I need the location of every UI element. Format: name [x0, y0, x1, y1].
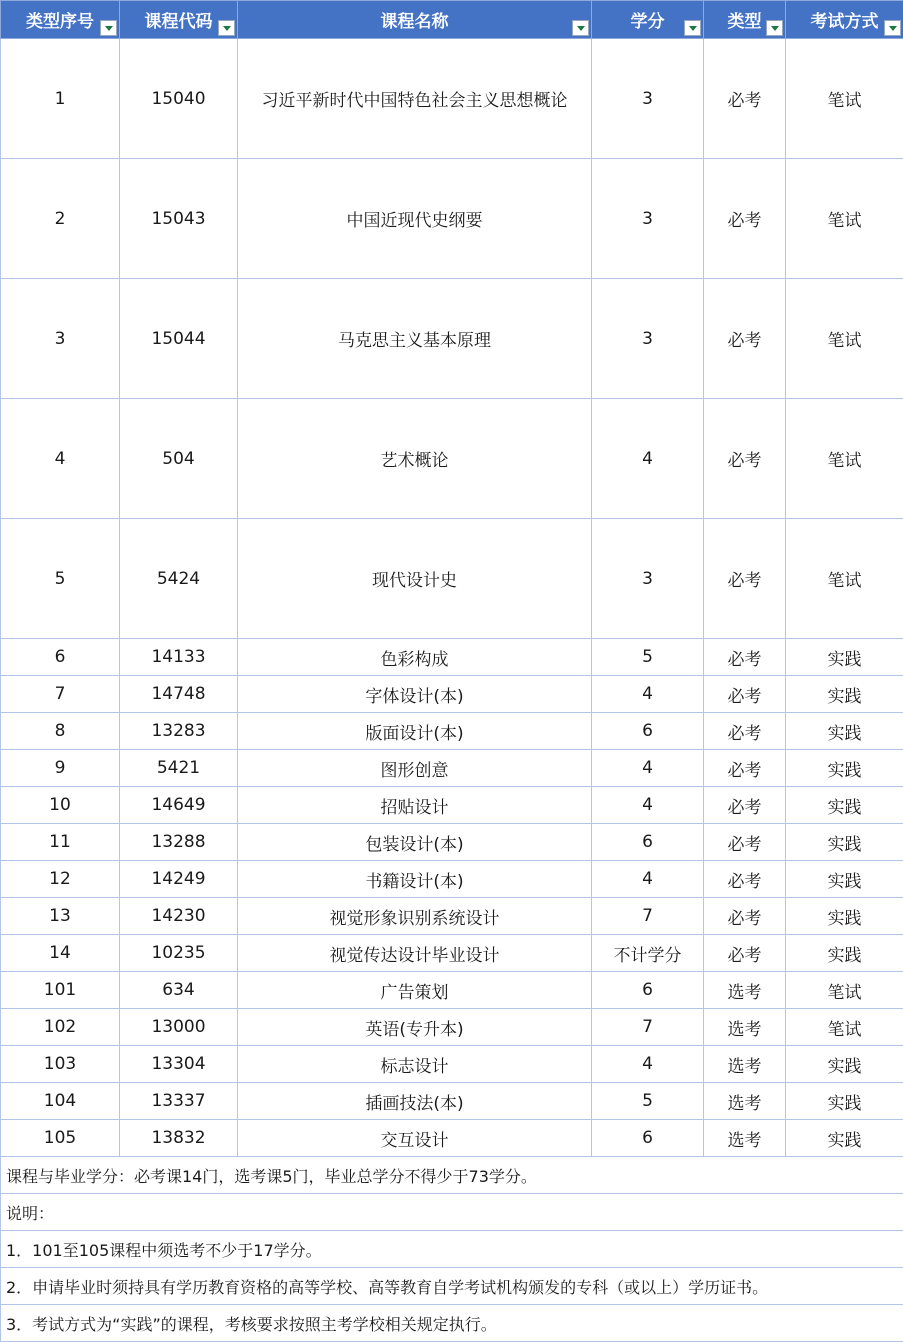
cell-course-code[interactable]: 14748 [120, 676, 238, 713]
header-exam-method[interactable] [786, 1, 903, 39]
cell-type[interactable]: 必考 [704, 787, 786, 824]
cell-course-code[interactable]: 14133 [120, 639, 238, 676]
cell-type[interactable]: 必考 [704, 824, 786, 861]
cell-exam-method[interactable]: 实践 [786, 787, 903, 824]
note-text[interactable]: 1．101至105课程中须选考不少于17学分。 [1, 1231, 903, 1268]
table-row [1, 519, 903, 639]
cell-course-name[interactable]: 习近平新时代中国特色社会主义思想概论 [238, 39, 592, 159]
header-label: 学分 [631, 7, 665, 32]
cell-course-code[interactable]: 14230 [120, 898, 238, 935]
cell-type[interactable]: 必考 [704, 676, 786, 713]
cell-course-code[interactable]: 13304 [120, 1046, 238, 1083]
cell-credit[interactable]: 7 [592, 898, 704, 935]
header-label: 考试方式 [811, 7, 879, 32]
cell-type-no[interactable]: 14 [1, 935, 120, 972]
cell-exam-method[interactable]: 笔试 [786, 1009, 903, 1046]
cell-course-code[interactable]: 13337 [120, 1083, 238, 1120]
cell-type-no[interactable]: 104 [1, 1083, 120, 1120]
cell-exam-method[interactable]: 笔试 [786, 39, 903, 159]
cell-credit[interactable]: 6 [592, 713, 704, 750]
filter-dropdown-icon[interactable] [572, 20, 589, 36]
cell-type-no[interactable]: 3 [1, 279, 120, 399]
cell-course-code[interactable]: 13832 [120, 1120, 238, 1157]
note-row [1, 1194, 903, 1231]
cell-exam-method[interactable]: 实践 [786, 713, 903, 750]
note-row [1, 1157, 903, 1194]
cell-type-no[interactable]: 2 [1, 159, 120, 279]
header-label: 课程名称 [381, 7, 449, 32]
cell-course-code[interactable]: 15043 [120, 159, 238, 279]
cell-course-code[interactable]: 634 [120, 972, 238, 1009]
cell-exam-method[interactable]: 实践 [786, 1046, 903, 1083]
cell-type-no[interactable]: 102 [1, 1009, 120, 1046]
filter-dropdown-icon[interactable] [884, 20, 901, 36]
cell-course-name[interactable]: 版面设计(本) [238, 713, 592, 750]
cell-type-no[interactable]: 103 [1, 1046, 120, 1083]
cell-type-no[interactable]: 12 [1, 861, 120, 898]
cell-course-name[interactable]: 艺术概论 [238, 399, 592, 519]
table-row [1, 279, 903, 399]
cell-course-name[interactable]: 英语(专升本) [238, 1009, 592, 1046]
cell-type[interactable]: 必考 [704, 750, 786, 787]
cell-type-no[interactable]: 4 [1, 399, 120, 519]
graduation-credit-note[interactable]: 课程与毕业学分：必考课14门，选考课5门，毕业总学分不得少于73学分。 [1, 1157, 903, 1194]
cell-exam-method[interactable]: 实践 [786, 935, 903, 972]
cell-exam-method[interactable]: 笔试 [786, 972, 903, 1009]
cell-course-code[interactable]: 10235 [120, 935, 238, 972]
cell-type-no[interactable]: 7 [1, 676, 120, 713]
cell-type-no[interactable]: 6 [1, 639, 120, 676]
cell-course-code[interactable]: 13283 [120, 713, 238, 750]
cell-course-code[interactable]: 13288 [120, 824, 238, 861]
cell-type[interactable]: 必考 [704, 519, 786, 639]
cell-type[interactable]: 选考 [704, 1120, 786, 1157]
cell-exam-method[interactable]: 笔试 [786, 279, 903, 399]
header-type[interactable] [704, 1, 786, 39]
cell-course-code[interactable]: 13000 [120, 1009, 238, 1046]
cell-type-no[interactable]: 5 [1, 519, 120, 639]
table-row [1, 935, 903, 972]
cell-type-no[interactable]: 1 [1, 39, 120, 159]
cell-type[interactable]: 必考 [704, 639, 786, 676]
table-row [1, 1009, 903, 1046]
cell-exam-method[interactable]: 实践 [786, 750, 903, 787]
table-row [1, 898, 903, 935]
cell-exam-method[interactable]: 实践 [786, 1120, 903, 1157]
cell-course-name[interactable]: 标志设计 [238, 1046, 592, 1083]
cell-type[interactable]: 选考 [704, 1083, 786, 1120]
table-row [1, 676, 903, 713]
cell-exam-method[interactable]: 实践 [786, 1083, 903, 1120]
note-row [1, 1268, 903, 1305]
cell-course-code[interactable]: 14249 [120, 861, 238, 898]
cell-course-name[interactable]: 现代设计史 [238, 519, 592, 639]
cell-credit[interactable]: 3 [592, 39, 704, 159]
table-row [1, 639, 903, 676]
table-row [1, 787, 903, 824]
cell-type[interactable]: 选考 [704, 1009, 786, 1046]
cell-course-name[interactable]: 包装设计(本) [238, 824, 592, 861]
table-row [1, 861, 903, 898]
cell-credit[interactable]: 4 [592, 399, 704, 519]
cell-credit[interactable]: 6 [592, 824, 704, 861]
cell-course-name[interactable]: 视觉形象识别系统设计 [238, 898, 592, 935]
cell-course-name[interactable]: 交互设计 [238, 1120, 592, 1157]
cell-exam-method[interactable]: 实践 [786, 824, 903, 861]
cell-course-code[interactable]: 5421 [120, 750, 238, 787]
header-course-name[interactable] [238, 1, 592, 39]
cell-type[interactable]: 必考 [704, 935, 786, 972]
cell-exam-method[interactable]: 实践 [786, 898, 903, 935]
table-row [1, 824, 903, 861]
cell-credit[interactable]: 4 [592, 1046, 704, 1083]
filter-dropdown-icon[interactable] [766, 20, 783, 36]
cell-type[interactable]: 必考 [704, 39, 786, 159]
cell-credit[interactable]: 5 [592, 1083, 704, 1120]
note-text[interactable]: 3．考试方式为“实践”的课程，考核要求按照主考学校相关规定执行。 [1, 1305, 903, 1342]
cell-credit[interactable]: 3 [592, 279, 704, 399]
cell-type[interactable]: 必考 [704, 713, 786, 750]
cell-credit[interactable]: 3 [592, 519, 704, 639]
cell-type-no[interactable]: 8 [1, 713, 120, 750]
cell-credit[interactable]: 6 [592, 972, 704, 1009]
cell-credit[interactable]: 6 [592, 1120, 704, 1157]
filter-dropdown-icon[interactable] [100, 20, 117, 36]
cell-type-no[interactable]: 101 [1, 972, 120, 1009]
header-label: 课程代码 [145, 7, 213, 32]
cell-credit[interactable]: 7 [592, 1009, 704, 1046]
cell-course-name[interactable]: 中国近现代史纲要 [238, 159, 592, 279]
cell-type[interactable]: 必考 [704, 159, 786, 279]
cell-exam-method[interactable]: 笔试 [786, 159, 903, 279]
cell-course-name[interactable]: 招贴设计 [238, 787, 592, 824]
cell-course-code[interactable]: 15040 [120, 39, 238, 159]
header-label: 类型序号 [26, 7, 94, 32]
table-row [1, 750, 903, 787]
filter-dropdown-icon[interactable] [218, 20, 235, 36]
cell-exam-method[interactable]: 实践 [786, 676, 903, 713]
cell-type[interactable]: 选考 [704, 1046, 786, 1083]
note-text[interactable]: 2．申请毕业时须持具有学历教育资格的高等学校、高等教育自学考试机构颁发的专科（或以上）学历证书。 [1, 1268, 903, 1305]
cell-type[interactable]: 选考 [704, 972, 786, 1009]
header-row [1, 1, 903, 39]
cell-type-no[interactable]: 10 [1, 787, 120, 824]
table-row [1, 972, 903, 1009]
cell-course-name[interactable]: 图形创意 [238, 750, 592, 787]
cell-course-name[interactable]: 视觉传达设计毕业设计 [238, 935, 592, 972]
cell-credit[interactable]: 不计学分 [592, 935, 704, 972]
cell-credit[interactable]: 4 [592, 676, 704, 713]
cell-exam-method[interactable]: 实践 [786, 861, 903, 898]
cell-credit[interactable]: 4 [592, 750, 704, 787]
header-type-no[interactable] [1, 1, 120, 39]
cell-credit[interactable]: 3 [592, 159, 704, 279]
table-row [1, 399, 903, 519]
table-row [1, 713, 903, 750]
cell-type-no[interactable]: 9 [1, 750, 120, 787]
cell-course-code[interactable]: 504 [120, 399, 238, 519]
header-credit[interactable] [592, 1, 704, 39]
cell-exam-method[interactable]: 实践 [786, 639, 903, 676]
cell-exam-method[interactable]: 笔试 [786, 519, 903, 639]
cell-course-code[interactable]: 5424 [120, 519, 238, 639]
cell-course-name[interactable]: 插画技法(本) [238, 1083, 592, 1120]
note-text[interactable]: 说明： [1, 1194, 903, 1231]
cell-credit[interactable]: 5 [592, 639, 704, 676]
table-body [1, 39, 903, 1342]
header-course-code[interactable] [120, 1, 238, 39]
cell-type-no[interactable]: 11 [1, 824, 120, 861]
header-label: 类型 [728, 7, 762, 32]
cell-course-name[interactable]: 广告策划 [238, 972, 592, 1009]
note-row [1, 1305, 903, 1342]
cell-course-name[interactable]: 马克思主义基本原理 [238, 279, 592, 399]
cell-course-code[interactable]: 15044 [120, 279, 238, 399]
note-row [1, 1231, 903, 1268]
table-row [1, 1083, 903, 1120]
table-row [1, 39, 903, 159]
table-row [1, 1046, 903, 1083]
cell-course-name[interactable]: 色彩构成 [238, 639, 592, 676]
cell-course-code[interactable]: 14649 [120, 787, 238, 824]
cell-course-name[interactable]: 书籍设计(本) [238, 861, 592, 898]
cell-type-no[interactable]: 105 [1, 1120, 120, 1157]
cell-credit[interactable]: 4 [592, 861, 704, 898]
filter-dropdown-icon[interactable] [684, 20, 701, 36]
cell-type-no[interactable]: 13 [1, 898, 120, 935]
cell-course-name[interactable]: 字体设计(本) [238, 676, 592, 713]
cell-type[interactable]: 必考 [704, 861, 786, 898]
table-row [1, 159, 903, 279]
cell-type[interactable]: 必考 [704, 399, 786, 519]
table-row [1, 1120, 903, 1157]
cell-exam-method[interactable]: 笔试 [786, 399, 903, 519]
cell-type[interactable]: 必考 [704, 279, 786, 399]
cell-credit[interactable]: 4 [592, 787, 704, 824]
cell-type[interactable]: 必考 [704, 898, 786, 935]
